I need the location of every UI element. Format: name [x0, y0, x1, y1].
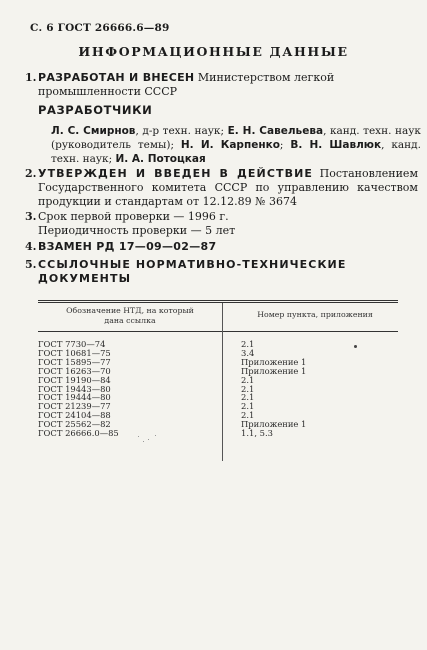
table-cell-ref: 2.1 — [241, 401, 255, 412]
item-text: Министерством легкой промышленности СССР — [38, 71, 335, 98]
table-cell-doc: ГОСТ 19443—80 — [38, 383, 111, 394]
table-header-rule — [38, 331, 398, 332]
table-cell-doc: ГОСТ 26666.0—85 — [38, 428, 119, 438]
table-row — [38, 429, 398, 438]
table-cell-ref: 2.1 — [241, 392, 255, 403]
item-number: 4. — [25, 240, 37, 253]
table-cell-ref: 2.1 — [241, 410, 255, 421]
developer-name: В. Н. Шавлюк — [290, 139, 382, 151]
developer-name: Л. С. Смирнов — [51, 125, 136, 137]
table-cell-doc: ГОСТ 24104—88 — [38, 410, 111, 421]
developer-degree: , канд. техн. наук (руководитель темы); — [51, 125, 421, 151]
table-cell-ref: 3.4 — [241, 347, 255, 358]
page-header: С. 6 ГОСТ 26666.6—89 — [30, 22, 170, 34]
item-heading: ВЗАМЕН РД 17—09—02—87 — [38, 240, 217, 253]
item-number: 3. — [25, 210, 37, 223]
table-cell-ref: 2.1 — [241, 383, 255, 394]
item-heading: РАЗРАБОТАН И ВНЕСЕН — [38, 71, 195, 84]
table-cell-ref: Приложение 1 — [241, 365, 307, 376]
item-text: Постановлением Государственного комитета СССР по управлению качеством продукции и стандартам от 12.12.89 № 3674 — [38, 167, 419, 208]
table-cell-doc: ГОСТ 19444—80 — [38, 392, 111, 403]
item-number: 2. — [25, 167, 37, 180]
table-cell-ref: Приложение 1 — [241, 419, 307, 430]
table-cell-doc: ГОСТ 21239—77 — [38, 401, 111, 412]
developer-degree: , канд. техн. наук; — [51, 139, 421, 165]
info-item-4 — [25, 240, 418, 254]
table-header-doc: Обозначение НТД, на который дана ссылка — [66, 306, 194, 325]
table-cell-doc: ГОСТ 10681—75 — [38, 347, 111, 358]
scan-speck — [155, 435, 156, 436]
developers-label: РАЗРАБОТЧИКИ — [38, 103, 153, 117]
item-heading: ССЫЛОЧНЫЕ НОРМАТИВНО-ТЕХНИЧЕСКИЕ ДОКУМЕНТЫ — [38, 258, 347, 285]
item-number: 1. — [25, 71, 37, 84]
scan-speck — [148, 439, 149, 440]
developer-degree: , д-р техн. наук; — [135, 125, 228, 137]
item-heading: УТВЕРЖДЕН И ВВЕДЕН В ДЕЙСТВИЕ — [38, 167, 314, 180]
table-cell-doc: ГОСТ 25562—82 — [38, 419, 111, 430]
table-cell-doc: ГОСТ 7730—74 — [38, 339, 106, 349]
item-number: 5. — [25, 258, 37, 271]
table-cell-doc: ГОСТ 16263—70 — [38, 365, 111, 376]
table-top-rule — [38, 300, 398, 301]
scan-mark — [354, 345, 357, 348]
table-header-ref: Номер пункта, приложения — [257, 310, 373, 319]
table-cell-doc: ГОСТ 15895—77 — [38, 356, 111, 367]
developer-name: Е. Н. Савельева — [227, 125, 324, 137]
developer-name: И. А. Потоцкая — [115, 153, 206, 165]
developer-name: Н. И. Карпенко — [180, 139, 280, 151]
info-item-1 — [25, 71, 418, 99]
info-item-3 — [25, 210, 418, 238]
scan-speck — [138, 436, 139, 437]
separator: ; — [279, 139, 291, 151]
info-item-2 — [25, 167, 419, 209]
info-item-5 — [25, 258, 418, 286]
table-cell-doc: ГОСТ 19190—84 — [38, 374, 111, 385]
review-period: Периодичность проверки — 5 лет — [38, 224, 236, 237]
section-title: ИНФОРМАЦИОННЫЕ ДАННЫЕ — [78, 44, 349, 59]
scan-speck — [143, 441, 144, 442]
table-cell-ref: 2.1 — [241, 339, 255, 349]
table-cell-ref: 2.1 — [241, 374, 255, 385]
table-cell-ref: 1.1, 5.3 — [241, 428, 273, 438]
review-date: Срок первой проверки — 1996 г. — [38, 210, 229, 223]
table-cell-ref: Приложение 1 — [241, 356, 307, 367]
table-top-rule-double — [38, 302, 398, 303]
developers-list — [51, 124, 421, 166]
